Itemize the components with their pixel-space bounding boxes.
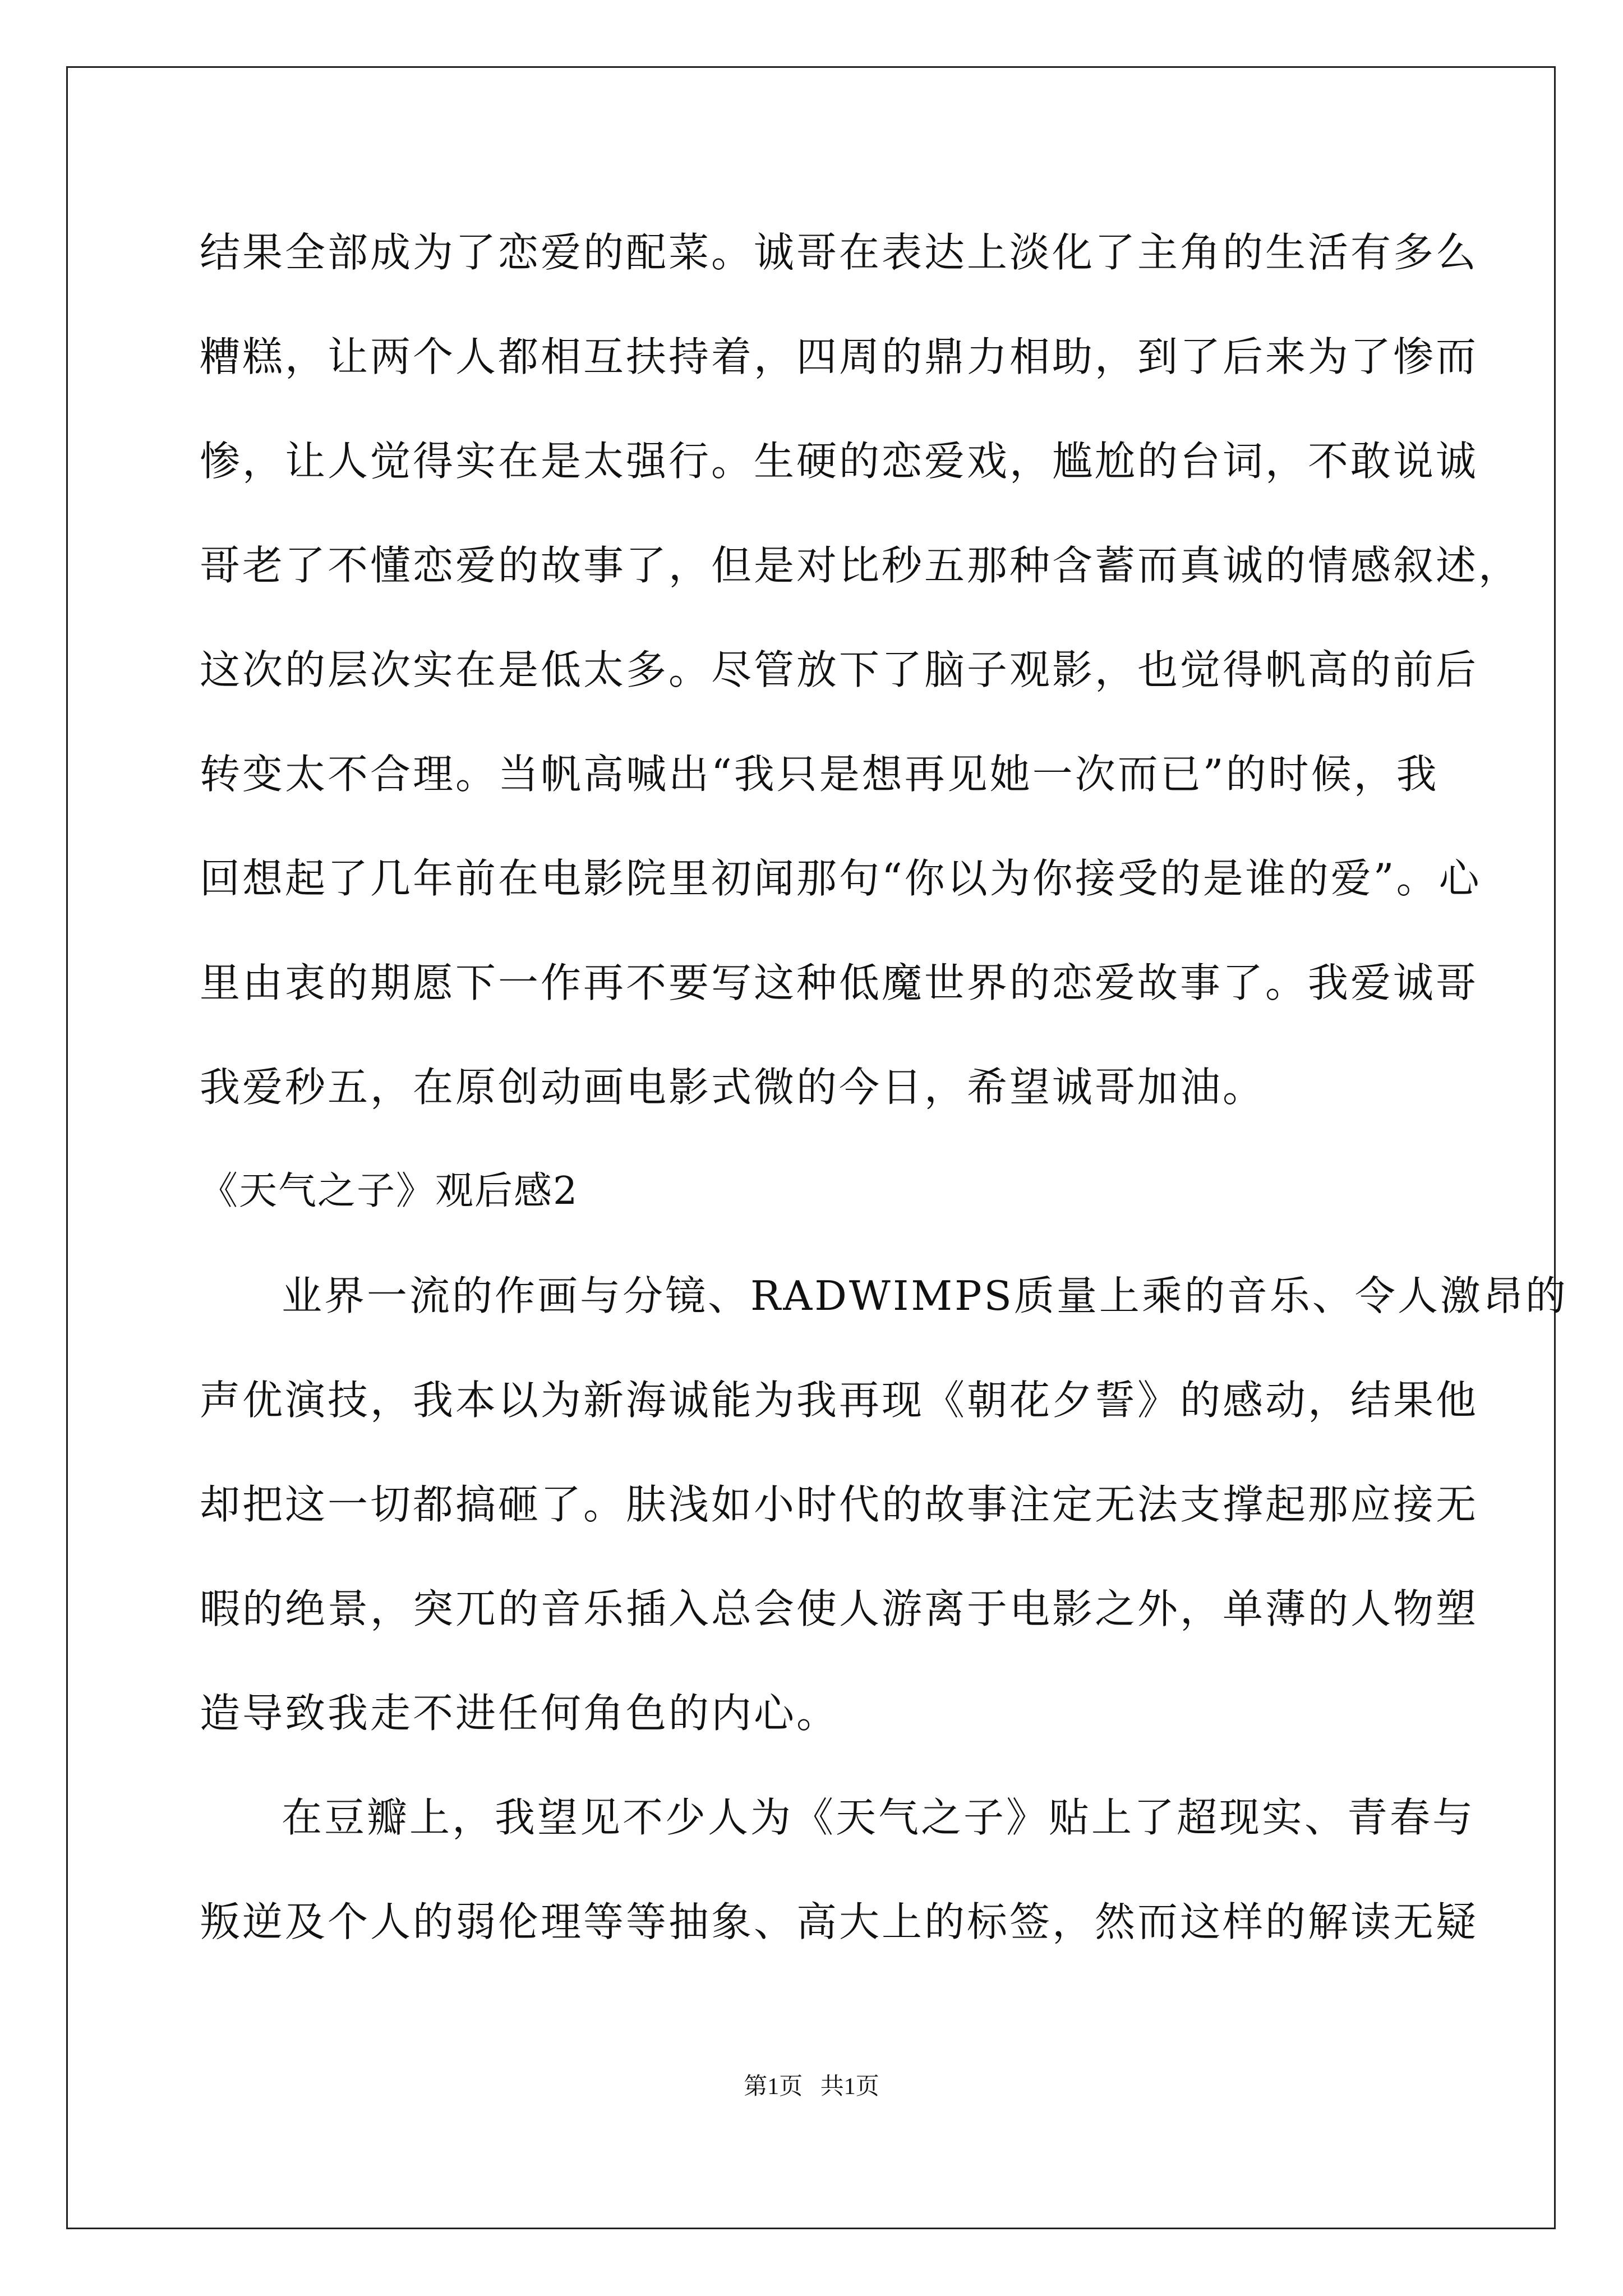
text-line: 回想起了几年前在电影院里初闻那句“你以为你接受的是谁的爱”。心 — [200, 855, 1482, 902]
section-heading: 《天气之子》观后感2 — [200, 1169, 579, 1213]
text-line: 哥老了不懂恋爱的故事了，但是对比秒五那种含蓄而真诚的情感叙述， — [200, 542, 1521, 589]
text-line: 暇的绝景，突兀的音乐插入总会使人游离于电影之外，单薄的人物塑 — [200, 1585, 1479, 1632]
text-line: 结果全部成为了恋爱的配菜。诚哥在表达上淡化了主角的生活有多么 — [200, 229, 1479, 276]
text-line: 在豆瓣上，我望见不少人为《天气之子》贴上了超现实、青春与 — [282, 1794, 1476, 1841]
text-line: 声优演技，我本以为新海诚能为我再现《朝花夕誓》的感动，结果他 — [200, 1377, 1479, 1424]
text-line: 里由衷的期愿下一作再不要写这种低魔世界的恋爱故事了。我爱诚哥 — [200, 959, 1479, 1006]
text-line: 转变太不合理。当帆高喊出“我只是想再见她一次而已”的时候，我 — [200, 751, 1439, 798]
text-line: 却把这一切都搞砸了。肤浅如小时代的故事注定无法支撑起那应接无 — [200, 1481, 1479, 1528]
page-number-footer: 第1页 共1页 — [744, 2074, 879, 2100]
text-line: 业界一流的作画与分镜、RADWIMPS质量上乘的音乐、令人激昂的 — [282, 1272, 1568, 1319]
text-line: 叛逆及个人的弱伦理等等抽象、高大上的标签，然而这样的解读无疑 — [200, 1898, 1479, 1945]
text-line: 我爱秒五，在原创动画电影式微的今日，希望诚哥加油。 — [200, 1064, 1266, 1111]
text-line: 糟糕，让两个人都相互扶持着，四周的鼎力相助，到了后来为了惨而 — [200, 333, 1479, 380]
text-line: 造导致我走不进任何角色的内心。 — [200, 1690, 840, 1737]
text-line: 惨，让人觉得实在是太强行。生硬的恋爱戏，尴尬的台词，不敢说诚 — [200, 438, 1479, 485]
text-line: 这次的层次实在是低太多。尽管放下了脑子观影，也觉得帆高的前后 — [200, 646, 1479, 693]
